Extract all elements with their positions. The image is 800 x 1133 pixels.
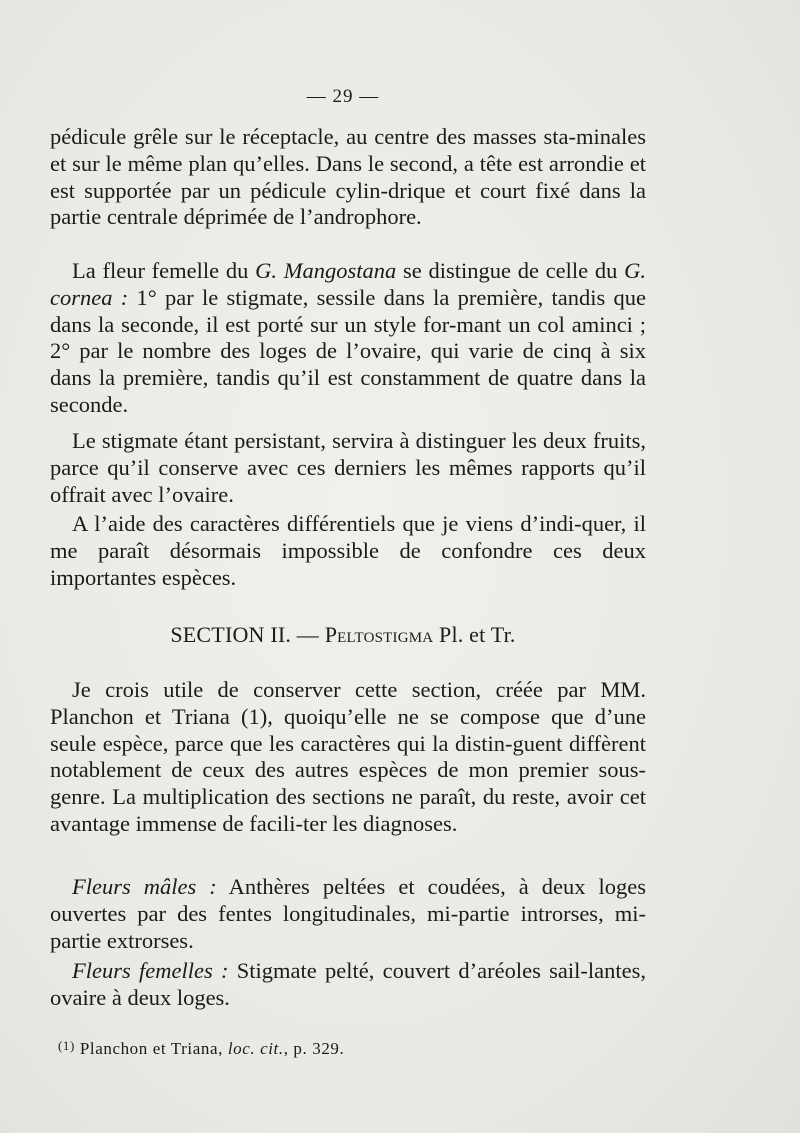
paragraph-4-text: A l’aide des caractères différentiels que je viens d’indi-quer, il me paraît désormais impossible de confondre ces deux importantes espèces. bbox=[50, 511, 646, 590]
paragraph-male-flowers bbox=[50, 874, 646, 954]
paragraph-female-flowers bbox=[50, 958, 646, 1012]
male-flowers-description: Anthères peltées et coudées, à deux loges ouvertes par des fentes longitudinales, mi-partie introrses, mi-partie extrorses. bbox=[50, 874, 646, 953]
section-heading bbox=[0, 622, 686, 648]
section-authors: Pl. et Tr. bbox=[433, 622, 516, 647]
section-number: SECTION II. — bbox=[170, 622, 325, 647]
paragraph-1-text: pédicule grêle sur le réceptacle, au centre des masses sta-minales et sur le même plan qu’elles. Dans le second, a tête est arrondie et est supportée par un pédicule cylin-drique et court fixé dans la partie centrale déprimée de l’androphore. bbox=[50, 124, 646, 230]
female-flowers-text bbox=[50, 958, 646, 1012]
female-flowers-description: Stigmate pelté, couvert d’aréoles sail-lantes, ovaire à deux loges. bbox=[50, 958, 646, 1010]
paragraph-2-text bbox=[50, 258, 646, 419]
footnote-mark: (1) bbox=[58, 1038, 75, 1053]
footnote-citation: loc. cit. bbox=[227, 1039, 284, 1058]
male-flowers-text bbox=[50, 874, 646, 954]
paragraph-4 bbox=[50, 511, 646, 591]
paragraph-2 bbox=[50, 258, 646, 419]
male-flowers-label: Fleurs mâles : bbox=[72, 874, 217, 899]
paragraph-3-text: Le stigmate étant persistant, servira à distinguer les deux fruits, parce qu’il conserve avec ces derniers les mêmes rapports qu’il offrait avec l’ovaire. bbox=[50, 428, 646, 507]
paragraph-5-text: Je crois utile de conserver cette section, créée par MM. Planchon et Triana (1), quoiqu’elle ne se compose que d’une seule espèce, parce que les caractères qui la distin-guent diffèrent notablement de ceux des autres espèces de mon premier sous-genre. La multiplication des sections ne paraît, du reste, avoir cet avantage immense de facili-ter les diagnoses. bbox=[50, 677, 646, 836]
p2-part-c: se distingue de celle du bbox=[396, 258, 625, 283]
section-name: Peltostigma bbox=[324, 622, 434, 647]
paragraph-1 bbox=[50, 124, 646, 231]
p2-part-e: 1° par le stigmate, sessile dans la première, tandis que dans la seconde, il est porté sur un style for-mant un col aminci ; 2° par le nombre des loges de l’ovaire, qui varie de cinq à six dans la première, tandis qu’il est constamment de quatre dans la seconde. bbox=[50, 284, 646, 417]
footnote-text-c: , p. 329. bbox=[283, 1039, 345, 1058]
p2-part-a: La fleur femelle du bbox=[72, 258, 256, 283]
species-mangostana: G. Mangostana bbox=[255, 258, 397, 283]
footnote-text-a: Planchon et Triana, bbox=[74, 1039, 228, 1058]
footnote bbox=[58, 1038, 618, 1059]
species-cornea: G. cornea : bbox=[50, 258, 646, 310]
paragraph-3 bbox=[50, 428, 646, 508]
female-flowers-label: Fleurs femelles : bbox=[72, 958, 229, 983]
page-number: — 29 — bbox=[306, 86, 380, 107]
paragraph-5 bbox=[50, 677, 646, 838]
